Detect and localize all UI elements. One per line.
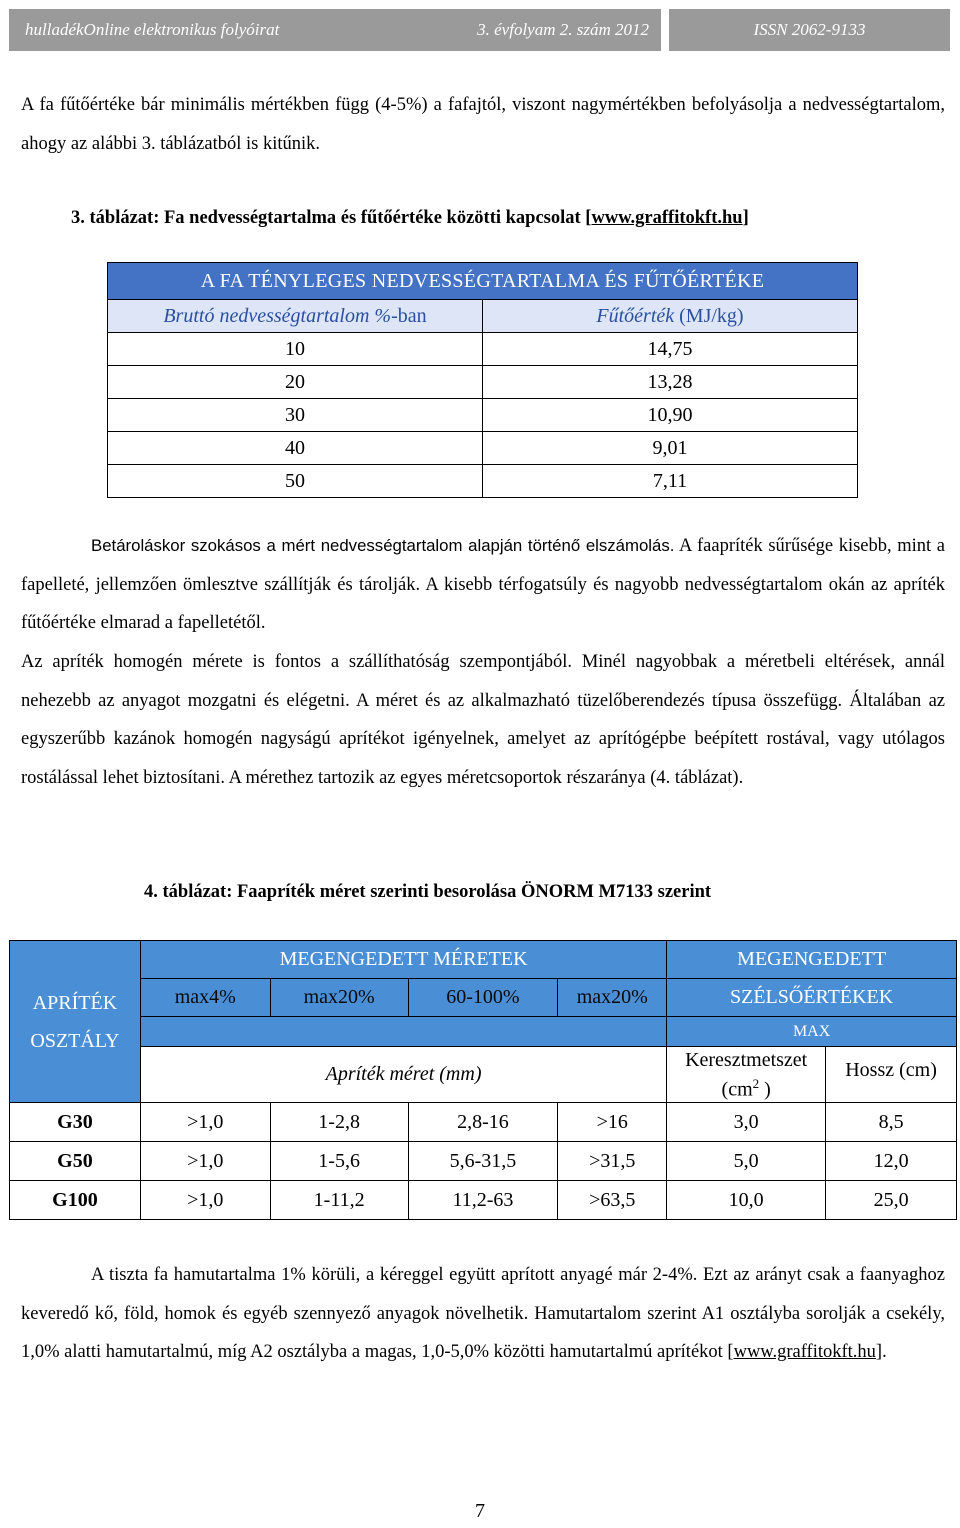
table4-allowed-extremes-2: SZÉLSŐÉRTÉKEK: [667, 979, 957, 1017]
table3-cell-moisture: 10: [108, 333, 483, 366]
table4-class: G30: [10, 1103, 141, 1142]
table3-cell-moisture: 20: [108, 366, 483, 399]
table3-caption: [71, 208, 749, 229]
table-row: [10, 1103, 957, 1142]
table3-cell-value: 14,75: [483, 333, 858, 366]
table4-cell: >1,0: [140, 1181, 270, 1220]
table4-cell: >31,5: [558, 1142, 667, 1181]
storage-paragraph: [21, 527, 945, 643]
table3-cell-moisture: 50: [108, 465, 483, 498]
table3-col-heat-value: Fűtőérték (MJ/kg): [483, 300, 858, 333]
table4-cell: >1,0: [140, 1142, 270, 1181]
table3: [107, 262, 858, 498]
size-paragraph: Az apríték homogén mérete is fontos a szállíthatóság szempontjából. Minél nagyobbak a méretbeli eltérések, annál nehezebb az anyagot mozgatni és elégetni. A méret és az alkalmazható tüzelőberendezés típusa összefügg. Általában az egyszerűbb kazánok homogén nagyságú aprítékot igényelnek, amelyet az aprítógépbe beépített rostával, vagy utólagos rostálással lehet biztosítani. A mérethez tartozik az egyes méretcsoportok részaránya (4. táblázat).: [21, 652, 945, 788]
header-right: [669, 9, 950, 51]
table4-share-3: 60-100%: [408, 979, 558, 1017]
intro-paragraph: A fa fűtőértéke bár minimális mértékben függ (4-5%) a fafajtól, viszont nagymértékben befolyásolja a nedvességtartalom, ahogy az alábbi 3. táblázatból is kitűnik.: [21, 95, 945, 154]
table4-allowed-extremes-1: MEGENGEDETT: [667, 941, 957, 979]
table4-cell: 2,8-16: [408, 1103, 558, 1142]
table4-cell: 12,0: [826, 1142, 957, 1181]
table4-share-4: max20%: [558, 979, 667, 1017]
table4-class: G50: [10, 1142, 141, 1181]
journal-issue: 3. évfolyam 2. szám 2012: [477, 20, 649, 39]
storage-sentence: Betároláskor szokásos a mért nedvességtartalom alapján történő elszámolás.: [91, 536, 675, 555]
table3-caption-suffix: ]: [742, 208, 749, 228]
table4-share-2: max20%: [270, 979, 408, 1017]
table3-caption-number: 3. táblázat:: [71, 208, 160, 228]
table4-length: Hossz (cm): [826, 1047, 957, 1103]
table4-caption-number: 4.: [144, 882, 158, 902]
table-row: [10, 1142, 957, 1181]
table4-cell: 3,0: [667, 1103, 826, 1142]
table4-cell: 1-5,6: [270, 1142, 408, 1181]
table4-cell: 1-2,8: [270, 1103, 408, 1142]
ash-source-link[interactable]: www.graffitokft.hu: [733, 1342, 876, 1362]
table-row: [108, 432, 858, 465]
page-header: [9, 9, 950, 51]
table4-cell: 5,0: [667, 1142, 826, 1181]
table3-cell-value: 10,90: [483, 399, 858, 432]
table3-cell-moisture: 40: [108, 432, 483, 465]
ash-text: A tiszta fa hamutartalma 1% körüli, a kéreggel együtt aprított anyagé már 2-4%. Ezt az arányt csak a faanyaghoz keveredő kő, föld, homok és egyéb szennyező anyagok növelhetik. Hamutartalom szerint A1 osztályba sorolják a csekély, 1,0% alatti hamutartalmú, míg A2 osztályba a magas, 1,0-5,0% közötti hamutartalmú aprítékot [: [21, 1265, 945, 1362]
table4-allowed-extremes-3: MAX: [667, 1017, 957, 1047]
table4-cell: >1,0: [140, 1103, 270, 1142]
table4-cell: >16: [558, 1103, 667, 1142]
table3-cell-value: 13,28: [483, 366, 858, 399]
table4-cell: 1-11,2: [270, 1181, 408, 1220]
table-row: [108, 399, 858, 432]
journal-issn: ISSN 2062-9133: [753, 20, 866, 39]
table4-caption-text: táblázat: Faapríték méret szerinti besorolása ÖNORM M7133 szerint: [162, 882, 712, 902]
table4-class-header: APRÍTÉK OSZTÁLY: [10, 941, 141, 1103]
table3-title: A FA TÉNYLEGES NEDVESSÉGTARTALMA ÉS FŰTŐÉRTÉKE: [108, 263, 858, 300]
table4-share-1: max4%: [140, 979, 270, 1017]
table4-cell: >63,5: [558, 1181, 667, 1220]
table4-cell: 5,6-31,5: [408, 1142, 558, 1181]
table4-caption: [144, 882, 711, 903]
table4-cross-section: Keresztmetszet ($cm^2$ ): [667, 1047, 826, 1103]
header-left: [9, 9, 661, 51]
page-number: 7: [475, 1500, 485, 1522]
table-row: [108, 333, 858, 366]
table-row: [108, 465, 858, 498]
table3-col-moisture: Bruttó nedvességtartalom %-ban: [108, 300, 483, 333]
table3-source-link[interactable]: www.graffitokft.hu: [591, 208, 743, 228]
table4-cell: 25,0: [826, 1181, 957, 1220]
journal-name: hulladékOnline elektronikus folyóirat: [25, 20, 280, 39]
table4-cell: 8,5: [826, 1103, 957, 1142]
table4: [9, 940, 957, 1220]
table4-cell: 11,2-63: [408, 1181, 558, 1220]
table-row: [108, 366, 858, 399]
table4-cell: 10,0: [667, 1181, 826, 1220]
table-row: [10, 1181, 957, 1220]
table4-allowed-sizes-header: MEGENGEDETT MÉRETEK: [140, 941, 666, 979]
table3-caption-text: Fa nedvességtartalma és fűtőértéke közötti kapcsolat [: [164, 208, 592, 228]
table4-size-label: Apríték méret (mm): [140, 1047, 666, 1103]
ash-end: ].: [875, 1342, 887, 1362]
table3-cell-moisture: 30: [108, 399, 483, 432]
ash-paragraph: [21, 1256, 945, 1372]
table3-cell-value: 7,11: [483, 465, 858, 498]
density-sentences: A faapríték sűrűsége kisebb, mint a fapelleté, jellemzően ömlesztve szállítják és tárolják. A kisebb térfogatsúly és nagyobb nedvességtartalom okán az apríték fűtőértéke elmarad a fapelletétől.: [21, 536, 945, 633]
table4-spacer: [140, 1017, 666, 1047]
table4-class: G100: [10, 1181, 141, 1220]
table3-cell-value: 9,01: [483, 432, 858, 465]
